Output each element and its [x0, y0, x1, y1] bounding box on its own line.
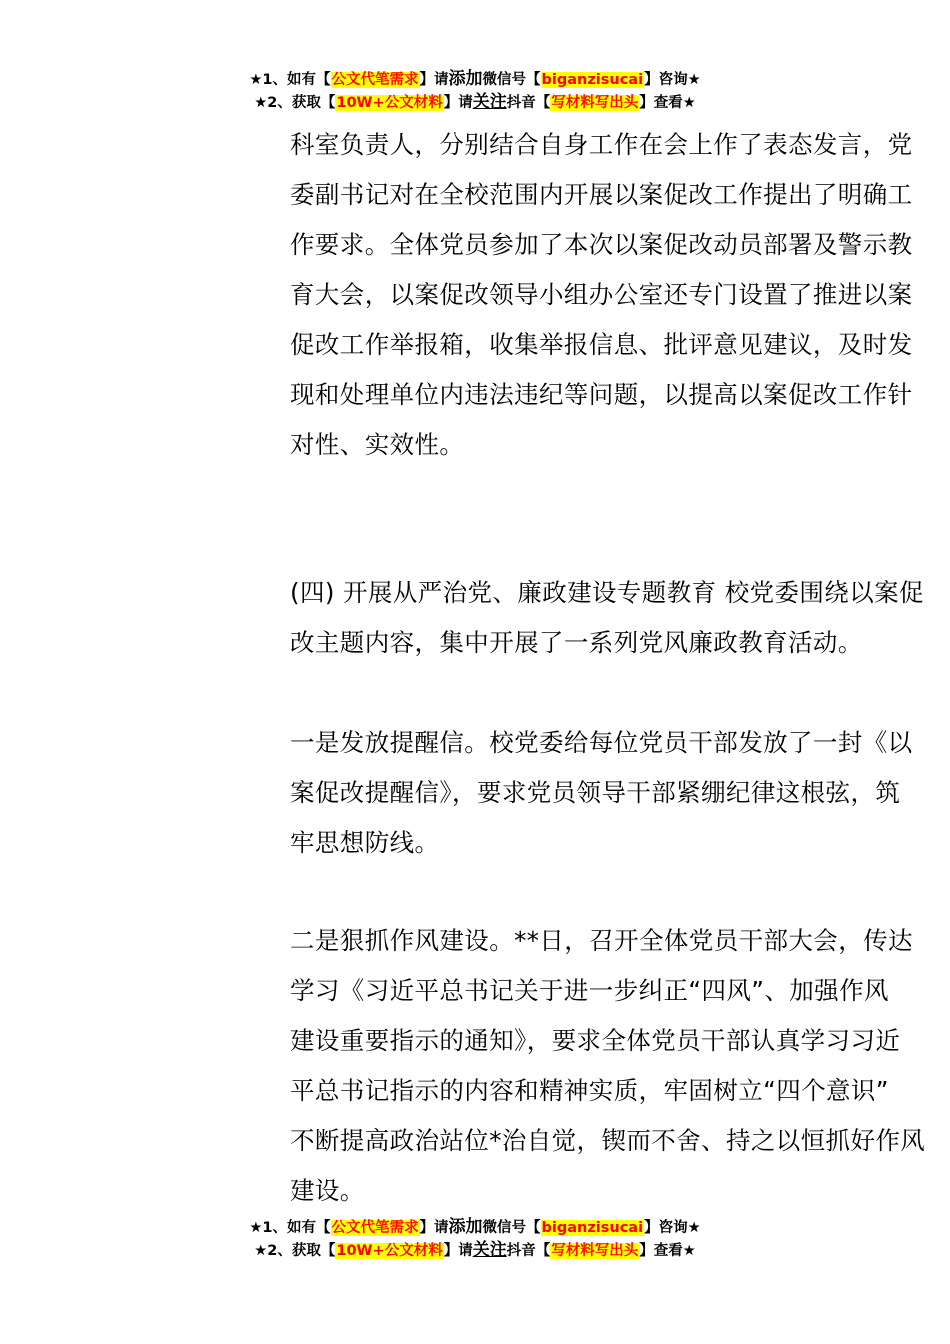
banner-text: 】请 [419, 72, 449, 88]
banner-text: 】咨询★ [644, 1220, 701, 1236]
text-line: 建设。 [290, 1176, 365, 1205]
emphasis-text: 关注 [472, 92, 507, 112]
text-line: 改主题内容，集中开展了一系列党风廉政教育活动。 [290, 628, 863, 657]
banner-text: 】请 [443, 1243, 473, 1259]
highlight-text: 10W+公文材料 [336, 95, 443, 111]
text-line: 育大会，以案促改领导小组办公室还专门设置了推进以案 [290, 280, 913, 309]
douyin-account: 写材料写出头 [551, 1243, 639, 1259]
text-line: 一是发放提醒信。校党委给每位党员干部发放了一封《以 [290, 728, 913, 757]
emphasis-text: 添加 [448, 69, 483, 89]
banner-text: 】请 [419, 1220, 449, 1236]
paragraph-reminder-letter [290, 718, 950, 868]
banner-text: 】咨询★ [644, 72, 701, 88]
paragraph-work-style [290, 916, 950, 1216]
text-line: 平总书记指示的内容和精神实质，牢固树立“四个意识” [290, 1076, 889, 1105]
banner-text: ★1、如有【 [249, 72, 331, 88]
banner-text: 微信号【 [482, 72, 541, 88]
douyin-account: 写材料写出头 [551, 95, 639, 111]
text-line: 建设重要指示的通知》，要求全体党员干部认真学习习近 [290, 1026, 901, 1055]
highlight-text: 公文代笔需求 [331, 72, 419, 88]
text-line: 对性、实效性。 [290, 430, 465, 459]
highlight-text: 公文代笔需求 [331, 1220, 419, 1236]
banner-line-2 [0, 91, 950, 114]
paragraph-section-heading [290, 568, 950, 668]
paragraph-1 [290, 120, 950, 470]
emphasis-text: 关注 [472, 1240, 507, 1260]
banner-line-2 [0, 1239, 950, 1262]
footer-banner [0, 1216, 950, 1262]
text-line: (四) 开展从严治党、廉政建设专题教育 校党委围绕以案促 [290, 578, 924, 607]
text-line: 二是狠抓作风建设。**日，召开全体党员干部大会，传达 [290, 926, 913, 955]
text-line: 现和处理单位内违法违纪等问题，以提高以案促改工作针 [290, 380, 913, 409]
highlight-text: 10W+公文材料 [336, 1243, 443, 1259]
text-line: 牢思想防线。 [290, 828, 440, 857]
text-line: 学习《习近平总书记关于进一步纠正“四风”、加强作风 [290, 976, 889, 1005]
emphasis-text: 添加 [448, 1217, 483, 1237]
text-line: 委副书记对在全校范围内开展以案促改工作提出了明确工 [290, 180, 913, 209]
banner-text: 】请 [443, 95, 473, 111]
banner-text: 抖音【 [506, 1243, 551, 1259]
banner-text: 微信号【 [482, 1220, 541, 1236]
banner-line-1 [0, 1216, 950, 1239]
wechat-id: biganzisucai [541, 72, 644, 88]
text-line: 案促改提醒信》，要求党员领导干部紧绷纪律这根弦，筑 [290, 778, 901, 807]
header-banner [0, 68, 950, 114]
banner-text: 抖音【 [506, 95, 551, 111]
banner-line-1 [0, 68, 950, 91]
banner-text: ★1、如有【 [249, 1220, 331, 1236]
text-line: 促改工作举报箱，收集举报信息、批评意见建议，及时发 [290, 330, 913, 359]
text-line: 作要求。全体党员参加了本次以案促改动员部署及警示教 [290, 230, 913, 259]
banner-text: ★2、获取【 [254, 95, 336, 111]
banner-text: 】查看★ [639, 1243, 696, 1259]
text-line: 不断提高政治站位*治自觉，锲而不舍、持之以恒抓好作风 [290, 1126, 926, 1155]
banner-text: ★2、获取【 [254, 1243, 336, 1259]
text-line: 科室负责人，分别结合自身工作在会上作了表态发言，党 [290, 130, 913, 159]
banner-text: 】查看★ [639, 95, 696, 111]
wechat-id: biganzisucai [541, 1220, 644, 1236]
